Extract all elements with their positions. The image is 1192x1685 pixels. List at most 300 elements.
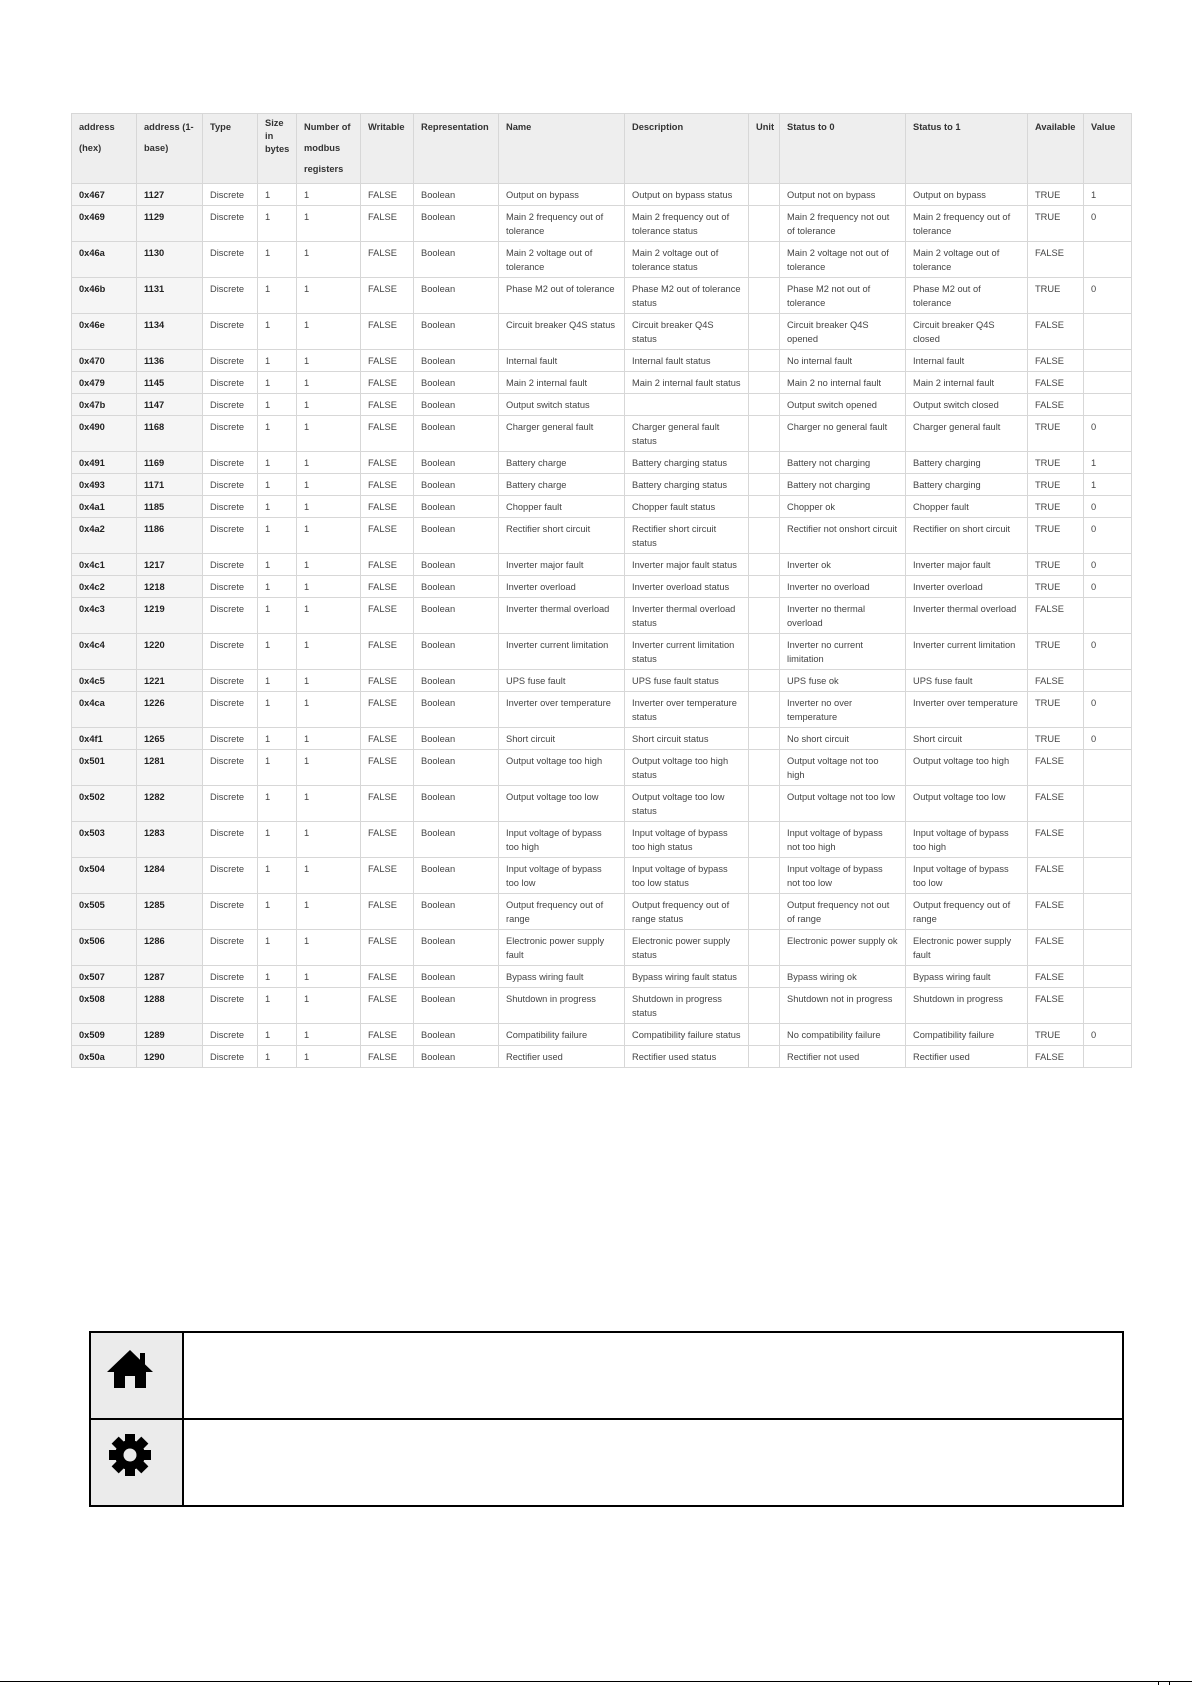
- cell-representation: Boolean: [414, 496, 499, 518]
- cell-status-1: Output frequency out of range: [906, 894, 1028, 930]
- icon-legend-table: [89, 1331, 1124, 1507]
- cell-description: Inverter major fault status: [625, 554, 749, 576]
- cell-writable: FALSE: [361, 692, 414, 728]
- cell-available: FALSE: [1028, 822, 1084, 858]
- cell-status-0: Charger no general fault: [780, 416, 906, 452]
- cell-unit: [749, 474, 780, 496]
- cell-registers: 1: [297, 518, 361, 554]
- cell-unit: [749, 894, 780, 930]
- cell-type: Discrete: [203, 394, 258, 416]
- cell-address-hex: 0x503: [72, 822, 137, 858]
- cell-type: Discrete: [203, 692, 258, 728]
- cell-value: [1084, 314, 1132, 350]
- cell-size: 1: [258, 496, 297, 518]
- cell-type: Discrete: [203, 474, 258, 496]
- home-description: [183, 1332, 1123, 1419]
- cell-unit: [749, 184, 780, 206]
- cell-address-hex: 0x4a2: [72, 518, 137, 554]
- cell-description: Short circuit status: [625, 728, 749, 750]
- table-row: [72, 372, 1132, 394]
- cell-address-hex: 0x4c5: [72, 670, 137, 692]
- cell-description: Main 2 frequency out of tolerance status: [625, 206, 749, 242]
- cell-type: Discrete: [203, 634, 258, 670]
- cell-address-hex: 0x490: [72, 416, 137, 452]
- table-row: [72, 858, 1132, 894]
- cell-representation: Boolean: [414, 474, 499, 496]
- footer-mark: [1158, 1681, 1170, 1685]
- cell-description: Rectifier short circuit status: [625, 518, 749, 554]
- cell-value: [1084, 242, 1132, 278]
- cell-size: 1: [258, 372, 297, 394]
- cell-representation: Boolean: [414, 1046, 499, 1068]
- cell-unit: [749, 416, 780, 452]
- icon-legend-row: [90, 1419, 1123, 1506]
- cell-description: [625, 394, 749, 416]
- cell-status-0: Shutdown not in progress: [780, 988, 906, 1024]
- cell-status-0: Input voltage of bypass not too high: [780, 822, 906, 858]
- cell-size: 1: [258, 692, 297, 728]
- cell-unit: [749, 372, 780, 394]
- cell-writable: FALSE: [361, 184, 414, 206]
- cell-address-hex: 0x46e: [72, 314, 137, 350]
- cell-size: 1: [258, 786, 297, 822]
- cell-description: Inverter thermal overload status: [625, 598, 749, 634]
- cell-representation: Boolean: [414, 930, 499, 966]
- cell-status-1: Inverter thermal overload: [906, 598, 1028, 634]
- cell-writable: FALSE: [361, 750, 414, 786]
- cell-available: TRUE: [1028, 1024, 1084, 1046]
- cell-description: Input voltage of bypass too low status: [625, 858, 749, 894]
- cell-name: Input voltage of bypass too high: [499, 822, 625, 858]
- cell-representation: Boolean: [414, 634, 499, 670]
- cell-size: 1: [258, 966, 297, 988]
- home-icon-cell: [90, 1332, 183, 1419]
- cell-value: [1084, 822, 1132, 858]
- cell-available: TRUE: [1028, 518, 1084, 554]
- table-row: [72, 184, 1132, 206]
- cell-value: [1084, 786, 1132, 822]
- cell-type: Discrete: [203, 576, 258, 598]
- cell-registers: 1: [297, 750, 361, 786]
- cell-status-0: Main 2 frequency not out of tolerance: [780, 206, 906, 242]
- cell-status-0: Phase M2 not out of tolerance: [780, 278, 906, 314]
- cell-available: FALSE: [1028, 350, 1084, 372]
- cell-type: Discrete: [203, 728, 258, 750]
- cell-available: TRUE: [1028, 416, 1084, 452]
- cell-value: 0: [1084, 554, 1132, 576]
- cell-registers: 1: [297, 894, 361, 930]
- home-icon: [105, 1345, 155, 1391]
- cell-description: Electronic power supply status: [625, 930, 749, 966]
- table-row: [72, 988, 1132, 1024]
- cell-registers: 1: [297, 278, 361, 314]
- cell-status-1: Main 2 frequency out of tolerance: [906, 206, 1028, 242]
- cell-value: [1084, 966, 1132, 988]
- cell-representation: Boolean: [414, 350, 499, 372]
- cell-type: Discrete: [203, 858, 258, 894]
- cell-address-hex: 0x491: [72, 452, 137, 474]
- cell-size: 1: [258, 518, 297, 554]
- cell-status-0: Rectifier not onshort circuit: [780, 518, 906, 554]
- cell-writable: FALSE: [361, 728, 414, 750]
- cell-value: [1084, 670, 1132, 692]
- cell-unit: [749, 554, 780, 576]
- cell-value: [1084, 894, 1132, 930]
- cell-status-1: Electronic power supply fault: [906, 930, 1028, 966]
- cell-registers: 1: [297, 206, 361, 242]
- cell-size: 1: [258, 474, 297, 496]
- cell-size: 1: [258, 1046, 297, 1068]
- table-row: [72, 728, 1132, 750]
- cell-description: Phase M2 out of tolerance status: [625, 278, 749, 314]
- cell-status-0: Circuit breaker Q4S opened: [780, 314, 906, 350]
- cell-name: Inverter thermal overload: [499, 598, 625, 634]
- table-row: [72, 786, 1132, 822]
- cell-name: Main 2 internal fault: [499, 372, 625, 394]
- cell-address-hex: 0x4c2: [72, 576, 137, 598]
- cell-unit: [749, 858, 780, 894]
- cell-type: Discrete: [203, 750, 258, 786]
- cell-writable: FALSE: [361, 518, 414, 554]
- cell-address-hex: 0x493: [72, 474, 137, 496]
- cell-available: FALSE: [1028, 858, 1084, 894]
- cell-registers: 1: [297, 314, 361, 350]
- cell-unit: [749, 314, 780, 350]
- cell-size: 1: [258, 452, 297, 474]
- cell-description: Output voltage too high status: [625, 750, 749, 786]
- cell-description: Charger general fault status: [625, 416, 749, 452]
- cell-representation: Boolean: [414, 988, 499, 1024]
- cell-available: TRUE: [1028, 692, 1084, 728]
- cell-representation: Boolean: [414, 554, 499, 576]
- cell-address-hex: 0x509: [72, 1024, 137, 1046]
- cell-writable: FALSE: [361, 598, 414, 634]
- cell-address-hex: 0x46b: [72, 278, 137, 314]
- modbus-register-table: [71, 113, 1132, 1068]
- cell-name: Electronic power supply fault: [499, 930, 625, 966]
- cell-registers: 1: [297, 184, 361, 206]
- cell-available: FALSE: [1028, 930, 1084, 966]
- cell-address-1-base: 1288: [137, 988, 203, 1024]
- cell-description: Input voltage of bypass too high status: [625, 822, 749, 858]
- cell-available: TRUE: [1028, 554, 1084, 576]
- cell-representation: Boolean: [414, 278, 499, 314]
- cell-status-1: Battery charging: [906, 452, 1028, 474]
- table-row: [72, 598, 1132, 634]
- cell-address-1-base: 1171: [137, 474, 203, 496]
- table-header-row: [72, 114, 1132, 184]
- cell-name: Bypass wiring fault: [499, 966, 625, 988]
- cell-representation: Boolean: [414, 452, 499, 474]
- cell-value: 0: [1084, 1024, 1132, 1046]
- cell-type: Discrete: [203, 966, 258, 988]
- table-row: [72, 576, 1132, 598]
- cell-size: 1: [258, 394, 297, 416]
- cell-address-hex: 0x4c4: [72, 634, 137, 670]
- cell-name: Short circuit: [499, 728, 625, 750]
- cell-name: Inverter overload: [499, 576, 625, 598]
- cell-description: Chopper fault status: [625, 496, 749, 518]
- cell-writable: FALSE: [361, 474, 414, 496]
- cell-status-0: No short circuit: [780, 728, 906, 750]
- cell-status-1: Short circuit: [906, 728, 1028, 750]
- cell-unit: [749, 966, 780, 988]
- cell-name: Battery charge: [499, 474, 625, 496]
- cell-type: Discrete: [203, 1024, 258, 1046]
- cell-status-1: Chopper fault: [906, 496, 1028, 518]
- cell-address-1-base: 1134: [137, 314, 203, 350]
- cell-address-1-base: 1145: [137, 372, 203, 394]
- cell-description: Inverter current limitation status: [625, 634, 749, 670]
- table-row: [72, 452, 1132, 474]
- cell-available: TRUE: [1028, 634, 1084, 670]
- cell-address-1-base: 1221: [137, 670, 203, 692]
- cell-status-1: Inverter current limitation: [906, 634, 1028, 670]
- cell-representation: Boolean: [414, 576, 499, 598]
- cell-available: TRUE: [1028, 452, 1084, 474]
- cell-address-1-base: 1186: [137, 518, 203, 554]
- cell-address-1-base: 1130: [137, 242, 203, 278]
- cell-type: Discrete: [203, 242, 258, 278]
- cell-description: Output frequency out of range status: [625, 894, 749, 930]
- gear-icon-cell: [90, 1419, 183, 1506]
- cell-value: [1084, 394, 1132, 416]
- cell-value: 0: [1084, 206, 1132, 242]
- cell-value: [1084, 930, 1132, 966]
- cell-address-hex: 0x4c1: [72, 554, 137, 576]
- cell-description: Rectifier used status: [625, 1046, 749, 1068]
- cell-registers: 1: [297, 350, 361, 372]
- cell-available: TRUE: [1028, 576, 1084, 598]
- cell-name: Inverter major fault: [499, 554, 625, 576]
- cell-writable: FALSE: [361, 278, 414, 314]
- table-row: [72, 242, 1132, 278]
- cell-name: Output switch status: [499, 394, 625, 416]
- cell-size: 1: [258, 1024, 297, 1046]
- cell-unit: [749, 988, 780, 1024]
- table-row: [72, 416, 1132, 452]
- col-header-unit: Unit: [749, 114, 780, 184]
- cell-status-0: Main 2 voltage not out of tolerance: [780, 242, 906, 278]
- cell-unit: [749, 242, 780, 278]
- cell-address-1-base: 1169: [137, 452, 203, 474]
- cell-value: 0: [1084, 576, 1132, 598]
- cell-writable: FALSE: [361, 894, 414, 930]
- cell-representation: Boolean: [414, 966, 499, 988]
- cell-writable: FALSE: [361, 206, 414, 242]
- cell-status-1: Internal fault: [906, 350, 1028, 372]
- col-header-type: Type: [203, 114, 258, 184]
- cell-name: Rectifier used: [499, 1046, 625, 1068]
- col-header-size-in-bytes: Size in bytes: [258, 114, 297, 184]
- cell-writable: FALSE: [361, 314, 414, 350]
- cell-registers: 1: [297, 598, 361, 634]
- col-header-status-to-1: Status to 1: [906, 114, 1028, 184]
- cell-type: Discrete: [203, 786, 258, 822]
- cell-value: [1084, 858, 1132, 894]
- cell-description: Battery charging status: [625, 474, 749, 496]
- cell-size: 1: [258, 858, 297, 894]
- cell-writable: FALSE: [361, 576, 414, 598]
- cell-address-1-base: 1219: [137, 598, 203, 634]
- cell-unit: [749, 1046, 780, 1068]
- col-header-address-1-base: address (1-base): [137, 114, 203, 184]
- cell-type: Discrete: [203, 822, 258, 858]
- cell-address-hex: 0x469: [72, 206, 137, 242]
- cell-status-0: Battery not charging: [780, 474, 906, 496]
- cell-address-1-base: 1217: [137, 554, 203, 576]
- cell-unit: [749, 496, 780, 518]
- cell-address-1-base: 1286: [137, 930, 203, 966]
- table-row: [72, 278, 1132, 314]
- table-row: [72, 474, 1132, 496]
- cell-writable: FALSE: [361, 452, 414, 474]
- cell-unit: [749, 786, 780, 822]
- col-header-available: Available: [1028, 114, 1084, 184]
- cell-status-0: Input voltage of bypass not too low: [780, 858, 906, 894]
- cell-status-0: No compatibility failure: [780, 1024, 906, 1046]
- cell-status-0: Output not on bypass: [780, 184, 906, 206]
- cell-status-0: Electronic power supply ok: [780, 930, 906, 966]
- cell-description: Inverter over temperature status: [625, 692, 749, 728]
- cell-address-hex: 0x46a: [72, 242, 137, 278]
- table-row: [72, 1024, 1132, 1046]
- cell-name: Inverter current limitation: [499, 634, 625, 670]
- cell-type: Discrete: [203, 416, 258, 452]
- cell-type: Discrete: [203, 598, 258, 634]
- cell-status-1: Circuit breaker Q4S closed: [906, 314, 1028, 350]
- cell-representation: Boolean: [414, 692, 499, 728]
- cell-writable: FALSE: [361, 786, 414, 822]
- cell-representation: Boolean: [414, 598, 499, 634]
- cell-writable: FALSE: [361, 350, 414, 372]
- cell-status-0: Bypass wiring ok: [780, 966, 906, 988]
- cell-status-0: Inverter no over temperature: [780, 692, 906, 728]
- cell-representation: Boolean: [414, 184, 499, 206]
- cell-address-1-base: 1289: [137, 1024, 203, 1046]
- cell-name: Inverter over temperature: [499, 692, 625, 728]
- cell-address-hex: 0x4c3: [72, 598, 137, 634]
- cell-value: 0: [1084, 278, 1132, 314]
- cell-size: 1: [258, 634, 297, 670]
- cell-address-1-base: 1282: [137, 786, 203, 822]
- cell-unit: [749, 670, 780, 692]
- cell-registers: 1: [297, 728, 361, 750]
- cell-address-hex: 0x47b: [72, 394, 137, 416]
- cell-registers: 1: [297, 242, 361, 278]
- cell-available: FALSE: [1028, 314, 1084, 350]
- cell-writable: FALSE: [361, 670, 414, 692]
- cell-name: Internal fault: [499, 350, 625, 372]
- cell-representation: Boolean: [414, 786, 499, 822]
- cell-registers: 1: [297, 452, 361, 474]
- col-header-number-of-registers: Number of modbus registers: [297, 114, 361, 184]
- cell-registers: 1: [297, 394, 361, 416]
- cell-unit: [749, 750, 780, 786]
- cell-writable: FALSE: [361, 988, 414, 1024]
- cell-value: [1084, 750, 1132, 786]
- cell-unit: [749, 518, 780, 554]
- cell-unit: [749, 930, 780, 966]
- cell-address-hex: 0x507: [72, 966, 137, 988]
- col-header-address-hex: address (hex): [72, 114, 137, 184]
- cell-available: TRUE: [1028, 206, 1084, 242]
- cell-available: FALSE: [1028, 894, 1084, 930]
- cell-unit: [749, 598, 780, 634]
- cell-size: 1: [258, 670, 297, 692]
- cell-status-1: Input voltage of bypass too low: [906, 858, 1028, 894]
- cell-available: FALSE: [1028, 988, 1084, 1024]
- cell-status-1: Phase M2 out of tolerance: [906, 278, 1028, 314]
- gear-icon: [105, 1432, 155, 1478]
- cell-value: [1084, 598, 1132, 634]
- cell-status-0: Inverter ok: [780, 554, 906, 576]
- col-header-status-to-0: Status to 0: [780, 114, 906, 184]
- cell-size: 1: [258, 278, 297, 314]
- cell-status-1: Output on bypass: [906, 184, 1028, 206]
- cell-writable: FALSE: [361, 372, 414, 394]
- cell-status-1: Compatibility failure: [906, 1024, 1028, 1046]
- cell-registers: 1: [297, 474, 361, 496]
- table-row: [72, 206, 1132, 242]
- cell-name: Rectifier short circuit: [499, 518, 625, 554]
- cell-name: Shutdown in progress: [499, 988, 625, 1024]
- cell-name: Input voltage of bypass too low: [499, 858, 625, 894]
- cell-description: Output on bypass status: [625, 184, 749, 206]
- gear-description: [183, 1419, 1123, 1506]
- cell-unit: [749, 350, 780, 372]
- cell-registers: 1: [297, 930, 361, 966]
- cell-type: Discrete: [203, 930, 258, 966]
- cell-available: FALSE: [1028, 1046, 1084, 1068]
- cell-value: 1: [1084, 184, 1132, 206]
- cell-writable: FALSE: [361, 930, 414, 966]
- cell-unit: [749, 394, 780, 416]
- cell-representation: Boolean: [414, 858, 499, 894]
- cell-size: 1: [258, 576, 297, 598]
- cell-status-0: Output voltage not too low: [780, 786, 906, 822]
- cell-address-hex: 0x4f1: [72, 728, 137, 750]
- icon-legend-row: [90, 1332, 1123, 1419]
- col-header-representation: Representation: [414, 114, 499, 184]
- cell-available: TRUE: [1028, 474, 1084, 496]
- cell-representation: Boolean: [414, 670, 499, 692]
- cell-representation: Boolean: [414, 394, 499, 416]
- cell-registers: 1: [297, 576, 361, 598]
- cell-unit: [749, 634, 780, 670]
- table-row: [72, 350, 1132, 372]
- cell-address-1-base: 1283: [137, 822, 203, 858]
- cell-size: 1: [258, 184, 297, 206]
- cell-status-0: Inverter no thermal overload: [780, 598, 906, 634]
- cell-name: Circuit breaker Q4S status: [499, 314, 625, 350]
- cell-writable: FALSE: [361, 822, 414, 858]
- cell-name: Main 2 voltage out of tolerance: [499, 242, 625, 278]
- cell-registers: 1: [297, 692, 361, 728]
- cell-unit: [749, 452, 780, 474]
- cell-registers: 1: [297, 554, 361, 576]
- cell-name: Charger general fault: [499, 416, 625, 452]
- cell-address-1-base: 1284: [137, 858, 203, 894]
- cell-registers: 1: [297, 858, 361, 894]
- cell-registers: 1: [297, 634, 361, 670]
- cell-writable: FALSE: [361, 496, 414, 518]
- cell-address-hex: 0x479: [72, 372, 137, 394]
- cell-status-0: Inverter no overload: [780, 576, 906, 598]
- cell-value: 0: [1084, 416, 1132, 452]
- cell-size: 1: [258, 822, 297, 858]
- cell-address-hex: 0x50a: [72, 1046, 137, 1068]
